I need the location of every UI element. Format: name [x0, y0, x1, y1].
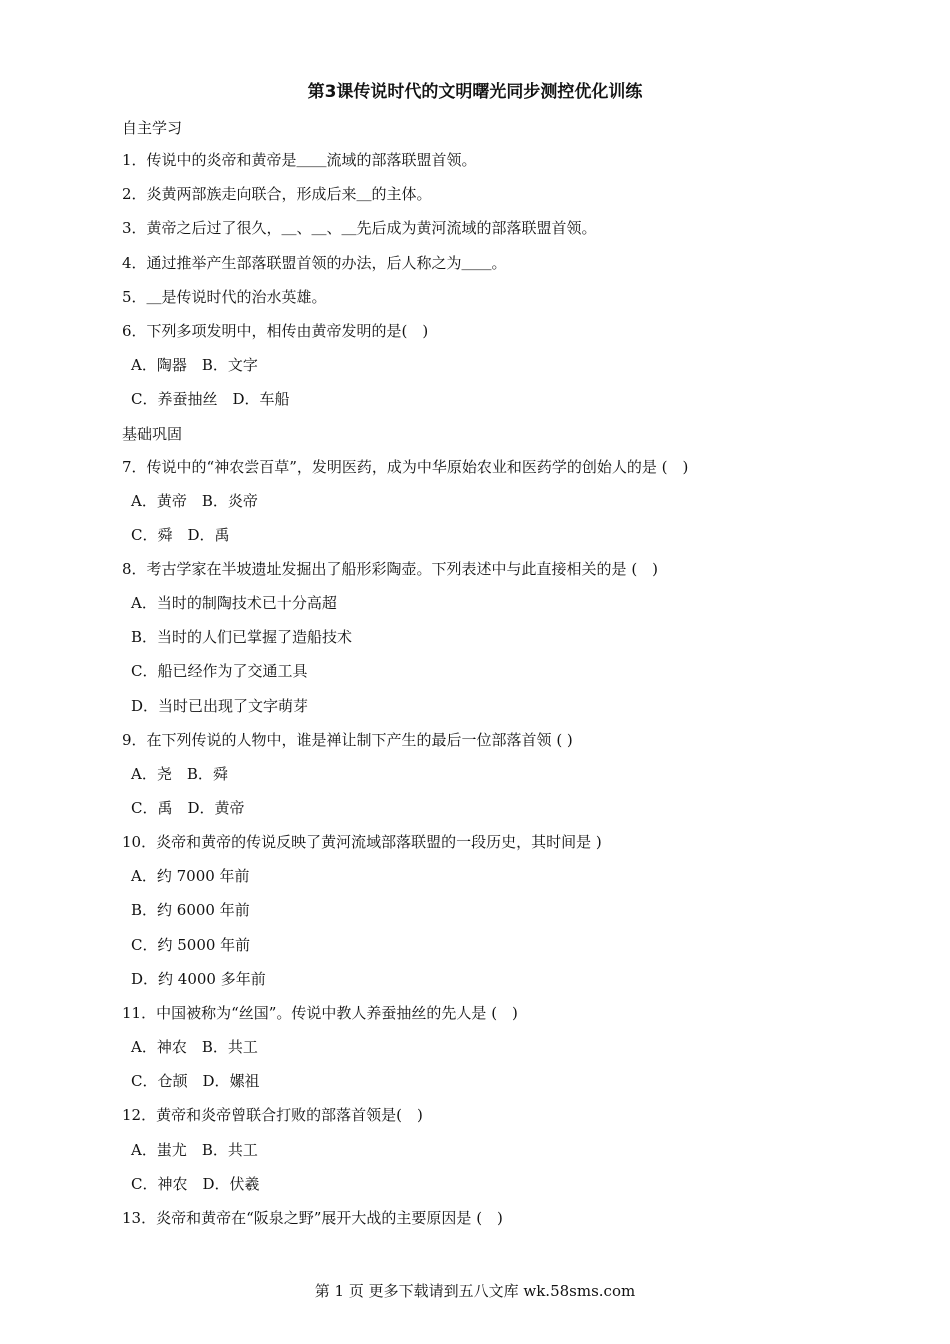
question-7-options-cd: C．舜 D．禹 — [131, 526, 230, 544]
question-10-option-d: D．约 4000 多年前 — [131, 970, 266, 988]
question-1: 1．传说中的炎帝和黄帝是＿＿流域的部落联盟首领。 — [122, 151, 477, 169]
question-8: 8．考古学家在半坡遗址发掘出了船形彩陶壶。下列表述中与此直接相关的是 ( ) — [122, 560, 659, 578]
question-7-options-ab: A．黄帝 B．炎帝 — [131, 492, 258, 510]
question-11-options-ab: A．神农 B．共工 — [131, 1038, 258, 1056]
page-title: 第3课传说时代的文明曙光同步测控优化训练 — [307, 82, 643, 102]
question-2: 2．炎黄两部族走向联合，形成后来＿的主体。 — [122, 185, 432, 203]
question-7: 7．传说中的“神农尝百草”，发明医药，成为中华原始农业和医药学的创始人的是 ( ) — [122, 458, 689, 476]
question-6: 6．下列多项发明中，相传由黄帝发明的是( ) — [122, 322, 429, 340]
question-11-options-cd: C．仓颉 D．嫘祖 — [131, 1072, 260, 1090]
question-9: 9．在下列传说的人物中，谁是禅让制下产生的最后一位部落首领 ( ) — [122, 731, 573, 749]
question-10-option-a: A．约 7000 年前 — [131, 867, 250, 885]
question-9-options-cd: C．禹 D．黄帝 — [131, 799, 245, 817]
question-12-options-cd: C．神农 D．伏羲 — [131, 1175, 260, 1193]
question-8-option-d: D．当时已出现了文字萌芽 — [131, 697, 309, 715]
question-12: 12．黄帝和炎帝曾联合打败的部落首领是( ) — [122, 1106, 423, 1124]
section-heading: 自主学习 — [122, 119, 183, 137]
question-10-option-b: B．约 6000 年前 — [131, 901, 250, 919]
question-4: 4．通过推举产生部落联盟首领的办法，后人称之为＿＿。 — [122, 254, 507, 272]
section-heading: 基础巩固 — [122, 425, 183, 443]
question-8-option-b: B．当时的人们已掌握了造船技术 — [131, 628, 353, 646]
question-13: 13．炎帝和黄帝在“阪泉之野”展开大战的主要原因是 ( ) — [122, 1209, 503, 1227]
question-10-option-c: C．约 5000 年前 — [131, 936, 251, 954]
question-11: 11．中国被称为“丝国”。传说中教人养蚕抽丝的先人是 ( ) — [122, 1004, 518, 1022]
page-footer: 第 1 页 更多下载请到五八文库 wk.58sms.com — [314, 1282, 636, 1300]
question-10: 10．炎帝和黄帝的传说反映了黄河流域部落联盟的一段历史，其时间是 ) — [122, 833, 602, 851]
question-6-options-cd: C．养蚕抽丝 D．车船 — [131, 390, 290, 408]
question-6-options-ab: A．陶器 B．文字 — [131, 356, 258, 374]
question-5: 5．＿是传说时代的治水英雄。 — [122, 288, 327, 306]
question-9-options-ab: A．尧 B．舜 — [131, 765, 228, 783]
question-12-options-ab: A．蚩尤 B．共工 — [131, 1141, 258, 1159]
question-3: 3．黄帝之后过了很久，＿、＿、＿先后成为黄河流域的部落联盟首领。 — [122, 219, 597, 237]
question-8-option-a: A．当时的制陶技术已十分高超 — [131, 594, 337, 612]
question-8-option-c: C．船已经作为了交通工具 — [131, 662, 308, 680]
